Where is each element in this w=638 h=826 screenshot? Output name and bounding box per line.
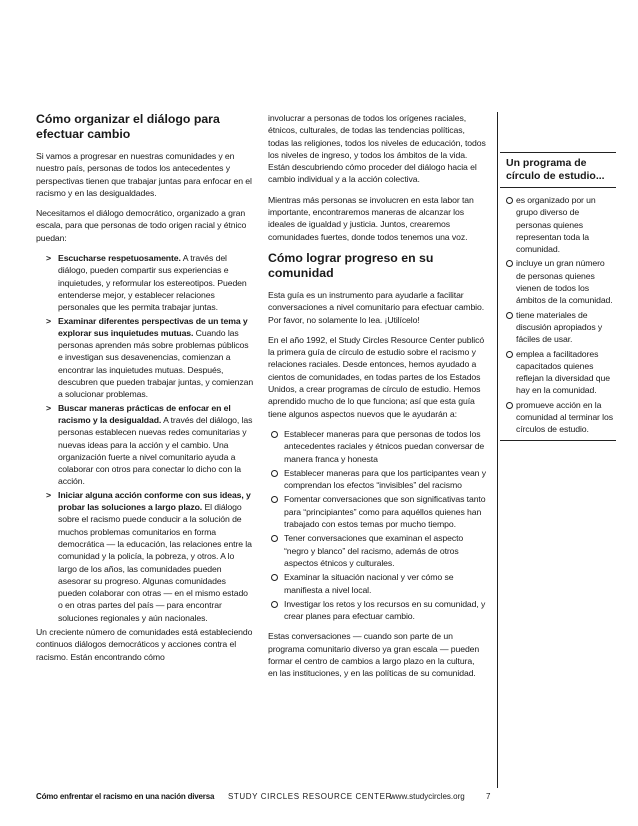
list-item (36, 402, 254, 488)
list-item (268, 493, 486, 530)
list-marker: > (46, 489, 51, 500)
circle-bullet-icon (271, 431, 278, 438)
list-item-text: promueve acción en la comunidad al terminar los círculos de estudio. (516, 399, 613, 435)
footer-website: www.studycircles.org (390, 792, 465, 801)
list-item-text: Establecer maneras para que personas de todos los antecedentes raciales y étnicos puedan conversar de manera franca y honesta (284, 428, 485, 464)
intro-paragraph: Si vamos a progresar en nuestras comunidades y en nuestro país, personas de todos los antecedentes y perspectivas tienen que trabajar juntas para enfocar en el racismo y en las desigualdades. (36, 151, 252, 198)
circle-bullet-icon (271, 470, 278, 477)
list-item-title: Escucharse respetuosamente. (58, 253, 181, 264)
circle-bullet-icon (506, 351, 513, 358)
circle-bullet-icon (506, 312, 513, 319)
section-heading-organize: Cómo organizar el diálogo para efectuar cambio (36, 112, 220, 141)
list-item (500, 257, 616, 306)
list-item-text: emplea a facilitadores capacitados quienes reflejan la diversidad que hay en la comunidad. (516, 348, 610, 396)
list-item-text: tiene materiales de discusión apropiados y fáciles de usar. (516, 309, 603, 345)
list-item-title: Buscar maneras prácticas de enfocar en el racismo y la desigualdad. (58, 402, 231, 425)
list-item (268, 571, 486, 596)
list-item-text: Tener conversaciones que examinan el aspecto “negro y blanco” del racismo, además de otros aspectos étnicos y culturales. (284, 533, 464, 568)
footer-book-title: Cómo enfrentar el racismo en una nación diversa (36, 792, 215, 801)
list-item-text: es organizado por un grupo diverso de personas quienes representan toda la comunidad. (516, 195, 596, 255)
list-item-text: A través del diálogo, pueden compartir sus experiencias e inquietudes, y reformular los estereotipos. Pueden entenderse mejor, y establecer relaciones personales que les permita trabajar juntas. (58, 253, 247, 313)
page-number: 7 (486, 792, 491, 801)
list-item (36, 252, 254, 313)
circle-bullet-icon (271, 574, 278, 581)
left-column (36, 112, 254, 671)
middle-column (268, 112, 486, 688)
list-item-text: Cuando las personas aprenden más sobre problemas públicos e investigan sus desavenencias, comienzan a encontrar las inquietudes mutuas. Después, descubren que pueden trabajar juntas, y comienzan a solucionar problemas. (58, 327, 254, 400)
list-item (36, 489, 254, 624)
circle-bullet-icon (271, 601, 278, 608)
list-item-text: El diálogo sobre el racismo puede conducir a la solución de muchos problemas comunitarios en forma democrática — la educación, las relaciones entre la comunidad y la policía, la pobreza, y otros. A lo largo de los años, las comunidades pueden asesorar su progreso. Algunas comunidades pueden colaborar con otras — en el mismo estado o en otras partes del país — para encontrar soluciones regionales y aún nacionales. (58, 502, 252, 623)
list-item-text: A través del diálogo, las personas establecen nuevas redes comunitarias y nuevas ideas para la acción y el cambio. Una organización fuerte a nivel comunitario ayuda a colaborar con otros para conectar lo dicho con la acción. (58, 414, 253, 487)
list-marker: > (46, 253, 51, 264)
aspects-list (268, 428, 486, 622)
sidebar-title: Un programa de círculo de estudio... (506, 157, 605, 182)
list-marker: > (46, 315, 51, 326)
circle-bullet-icon (506, 197, 513, 204)
closing-paragraph: Un creciente número de comunidades está estableciendo continuos diálogos democráticos y acciones contra el racismo. Están encontrando cómo (36, 626, 253, 662)
circle-bullet-icon (271, 496, 278, 503)
list-item (268, 532, 486, 569)
section-heading-progress: Cómo lograr progreso en su comunidad (268, 250, 434, 280)
list-item-text: incluye un gran número de personas quienes vienen de todos los ámbitos de la comunidad. (516, 258, 613, 306)
need-paragraph: Necesitamos el diálogo democrático, organizado a gran escala, para que personas de todo origen racial y étnico puedan: (36, 208, 247, 243)
list-item (500, 309, 616, 346)
circle-bullet-icon (506, 260, 513, 267)
list-item-title: Iniciar alguna acción conforme con sus ideas, y probar las soluciones a largo plazo. (58, 489, 251, 513)
column-divider (497, 112, 498, 788)
circle-bullet-icon (506, 402, 513, 409)
history-paragraph: En el año 1992, el Study Circles Resource Center publicó la primera guía de círculo de estudio sobre el racismo y relaciones raciales. Desde entonces, hemos ayudado a cientos de comunidades, en todas partes de los Estados Unidos, a crear programas de círculo de estudio. Hemos aprendido mucho de lo que funciona; así que esta guía tiene algunos aspectos nuevos que le ayudarán a: (268, 334, 485, 419)
sidebar-box (500, 152, 616, 441)
footer-organization: STUDY CIRCLES RESOURCE CENTER (228, 792, 392, 801)
list-item-text: Examinar la situación nacional y ver cómo se manifiesta a nivel local. (284, 572, 454, 595)
list-item-text: Fomentar conversaciones que son significativas tanto para “principiantes” como para aquéllos quienes han trabajado con estos temas por mucho tiempo. (284, 494, 486, 530)
list-marker: > (46, 402, 51, 413)
guide-paragraph: Esta guía es un instrumento para ayudarle a facilitar conversaciones a nivel comunitario para efectuar cambio. Por favor, no solamente lo lea. ¡Utilícelo! (268, 289, 485, 325)
list-item (500, 399, 616, 436)
sidebar-header (500, 152, 616, 188)
list-item (500, 194, 616, 255)
sidebar-list (500, 194, 616, 436)
list-item-text: Investigar los retos y los recursos en su comunidad, y crear planes para efectuar cambio. (284, 598, 486, 622)
list-item (500, 348, 616, 397)
list-item (268, 598, 486, 623)
list-item-title: Examinar diferentes perspectivas de un tema y explorar sus inquietudes mutuas. (58, 315, 248, 338)
continued-paragraph: involucrar a personas de todos los orígenes raciales, étnicos, culturales, de todas las tendencias políticas, todas las religiones, todos los niveles de educación, todos los niveles de ingreso, y todos los ámbitos de la vida. Están descubriendo cómo proceder del diálogo hacia el cambio individual y a la acción colectiva. (268, 113, 486, 185)
list-item (268, 467, 486, 492)
list-item-text: Establecer maneras para que los participantes vean y comprendan los efectos “invisibles” del racismo (284, 467, 486, 491)
list-item (268, 428, 486, 465)
more-paragraph: Mientras más personas se involucren en esta labor tan importante, encontraremos maneras de alcanzar los ideales de igualdad y justicia. Juntos, crearemos comunidades fuertes, donde todos tenemos una voz. (268, 194, 474, 242)
final-paragraph: Estas conversaciones — cuando son parte de un programa comunitario diverso ya gran escala — pueden formar el centro de cambios a largo plazo en la cultura, en las instituciones, y en las políticas de su comunidad. (268, 631, 480, 679)
circle-bullet-icon (271, 535, 278, 542)
list-item (36, 315, 254, 401)
goals-list (36, 252, 254, 624)
sidebar-bottom-rule (500, 440, 616, 441)
page-footer (36, 792, 616, 802)
